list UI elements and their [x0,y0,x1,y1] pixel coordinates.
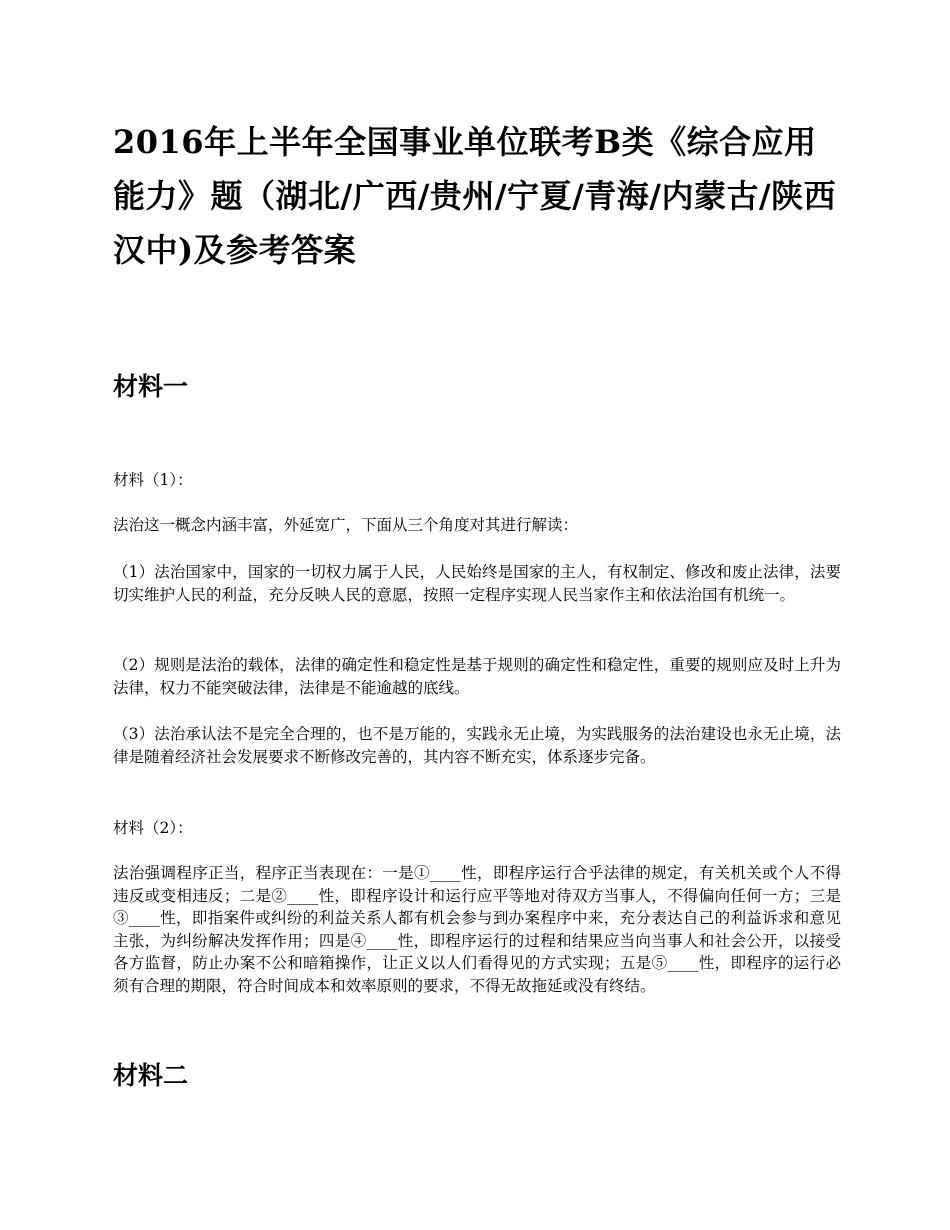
point-1-paragraph: （1）法治国家中，国家的一切权力属于人民，人民始终是国家的主人，有权制定、修改和废止法律，法要切实维护人民的利益，充分反映人民的意愿，按照一定程序实现人民当家作主和依法治国有机统一。 [113,563,841,604]
point-3-paragraph: （3）法治承认法不是完全合理的，也不是万能的，实践永无止境，为实践服务的法治建设也永无止境，法律是随着经济社会发展要求不断修改完善的，其内容不断充实，体系逐步完备。 [113,725,841,766]
point-2-paragraph: （2）规则是法治的载体，法律的确定性和稳定性是基于规则的确定性和稳定性，重要的规则应及时上升为法律，权力不能突破法律，法律是不能逾越的底线。 [113,656,841,697]
material-label-1: 材料（1）： [113,471,193,489]
document-title: 2016年上半年全国事业单位联考B类《综合应用能力》题（湖北/广西/贵州/宁夏/青海/内蒙古/陕西汉中)及参考答案 [113,123,837,269]
procedure-paragraph: 法治强调程序正当，程序正当表现在：一是①____性，即程序运行合乎法律的规定，有关机关或个人不得违反或变相违反；二是②____性，即程序设计和运行应平等地对待双方当事人，不得偏向任何一方；三是③____性，即指案件或纠纷的利益关系人都有机会参与到办案程序中来，充分表达自己的利益诉求和意见主张，为纠纷解决发挥作用；四是④____性，即程序运行的过程和结果应当向当事人和社会公开，以接受各方监督，防止办案不公和暗箱操作，让正义以人们看得见的方式实现；五是⑤____性，即程序的运行必须有合理的期限，符合时间成本和效率原则的要求，不得无故拖延或没有终结。 [113,864,841,995]
section-heading-material-one: 材料一 [113,372,189,401]
intro-paragraph: 法治这一概念内涵丰富，外延宽广，下面从三个角度对其进行解读： [113,516,579,534]
material-label-2: 材料（2）： [113,819,193,837]
section-heading-material-two: 材料二 [113,1061,189,1090]
